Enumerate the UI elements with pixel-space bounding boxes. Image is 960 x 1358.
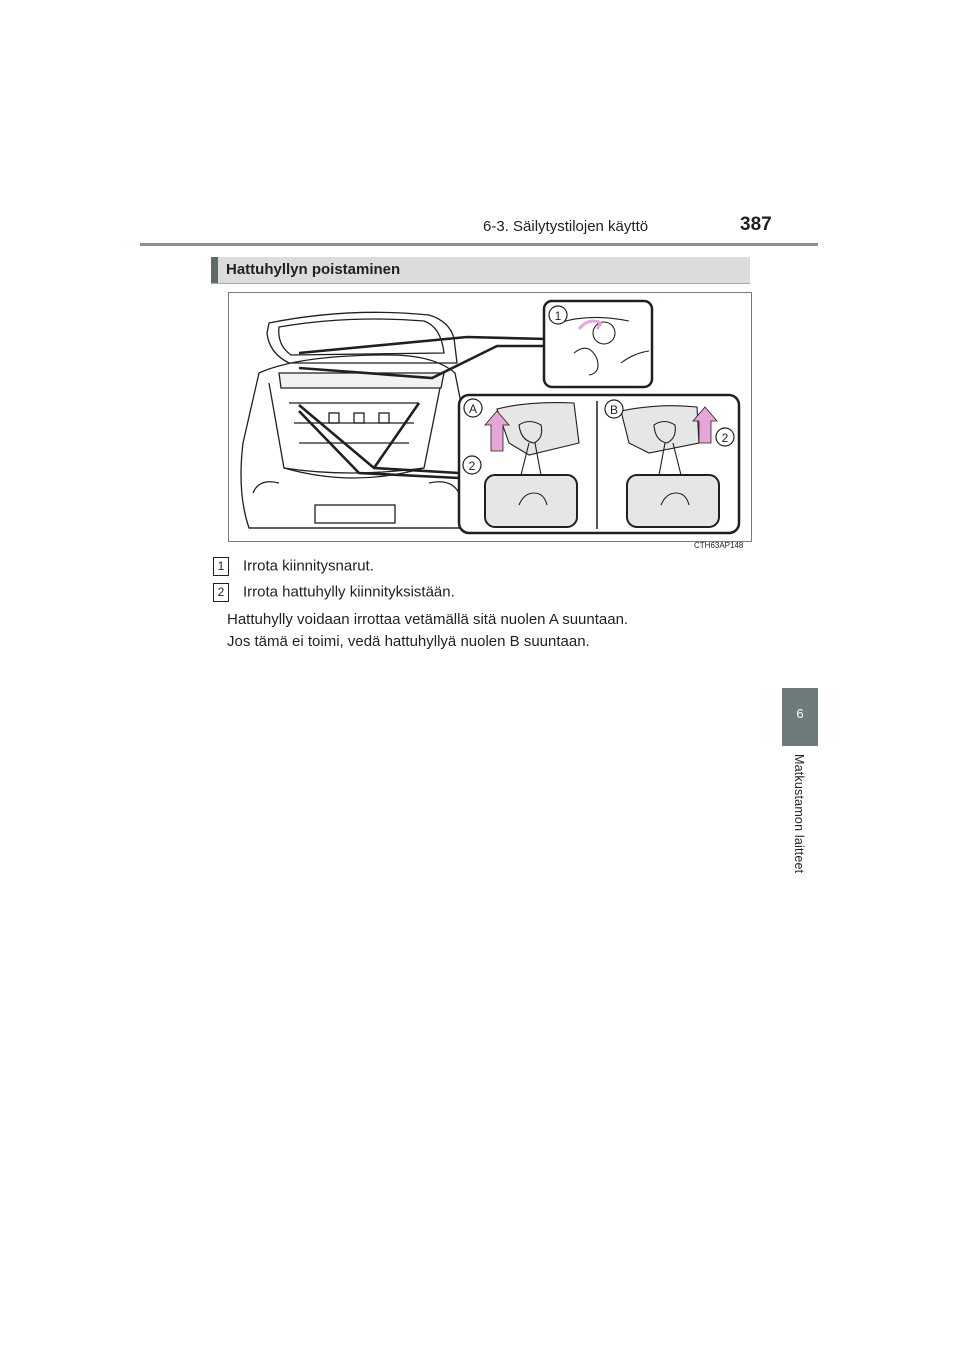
- step-2-number: 2: [213, 583, 229, 602]
- header-rule: [140, 243, 818, 246]
- note-line-2: Jos tämä ei toimi, vedä hattuhyllyä nuolen B suuntaan.: [227, 633, 590, 650]
- illustration-drawing: [229, 293, 751, 541]
- step-1-number: 1: [213, 557, 229, 576]
- chapter-number: 6: [796, 706, 804, 721]
- illustration: [228, 292, 752, 542]
- callout-2a: 2: [468, 459, 476, 473]
- page-number: 387: [740, 214, 772, 235]
- step-1-text: Irrota kiinnitysnarut.: [243, 557, 374, 575]
- chapter-tab: [782, 688, 818, 746]
- callout-2b: 2: [721, 431, 729, 445]
- car-rear-drawing: [241, 312, 470, 528]
- step-2: [213, 583, 455, 602]
- label-b: B: [609, 403, 619, 417]
- section-heading: Hattuhyllyn poistaminen: [226, 261, 401, 278]
- section-heading-bar: [211, 257, 750, 284]
- note-line-1: Hattuhylly voidaan irrottaa vetämällä sitä nuolen A suuntaan.: [227, 611, 629, 628]
- step-2-text: Irrota hattuhylly kiinnityksistään.: [243, 583, 455, 601]
- chapter-label: [782, 754, 818, 904]
- label-a: A: [468, 402, 478, 416]
- figure-code: CTH63AP148: [694, 541, 744, 550]
- step-1: [213, 557, 374, 576]
- section-title: 6-3. Säilytystilojen käyttö: [483, 218, 649, 235]
- chapter-title: Matkustamon laitteet: [792, 754, 806, 874]
- heading-accent: [211, 257, 218, 283]
- callout-1: 1: [554, 309, 562, 323]
